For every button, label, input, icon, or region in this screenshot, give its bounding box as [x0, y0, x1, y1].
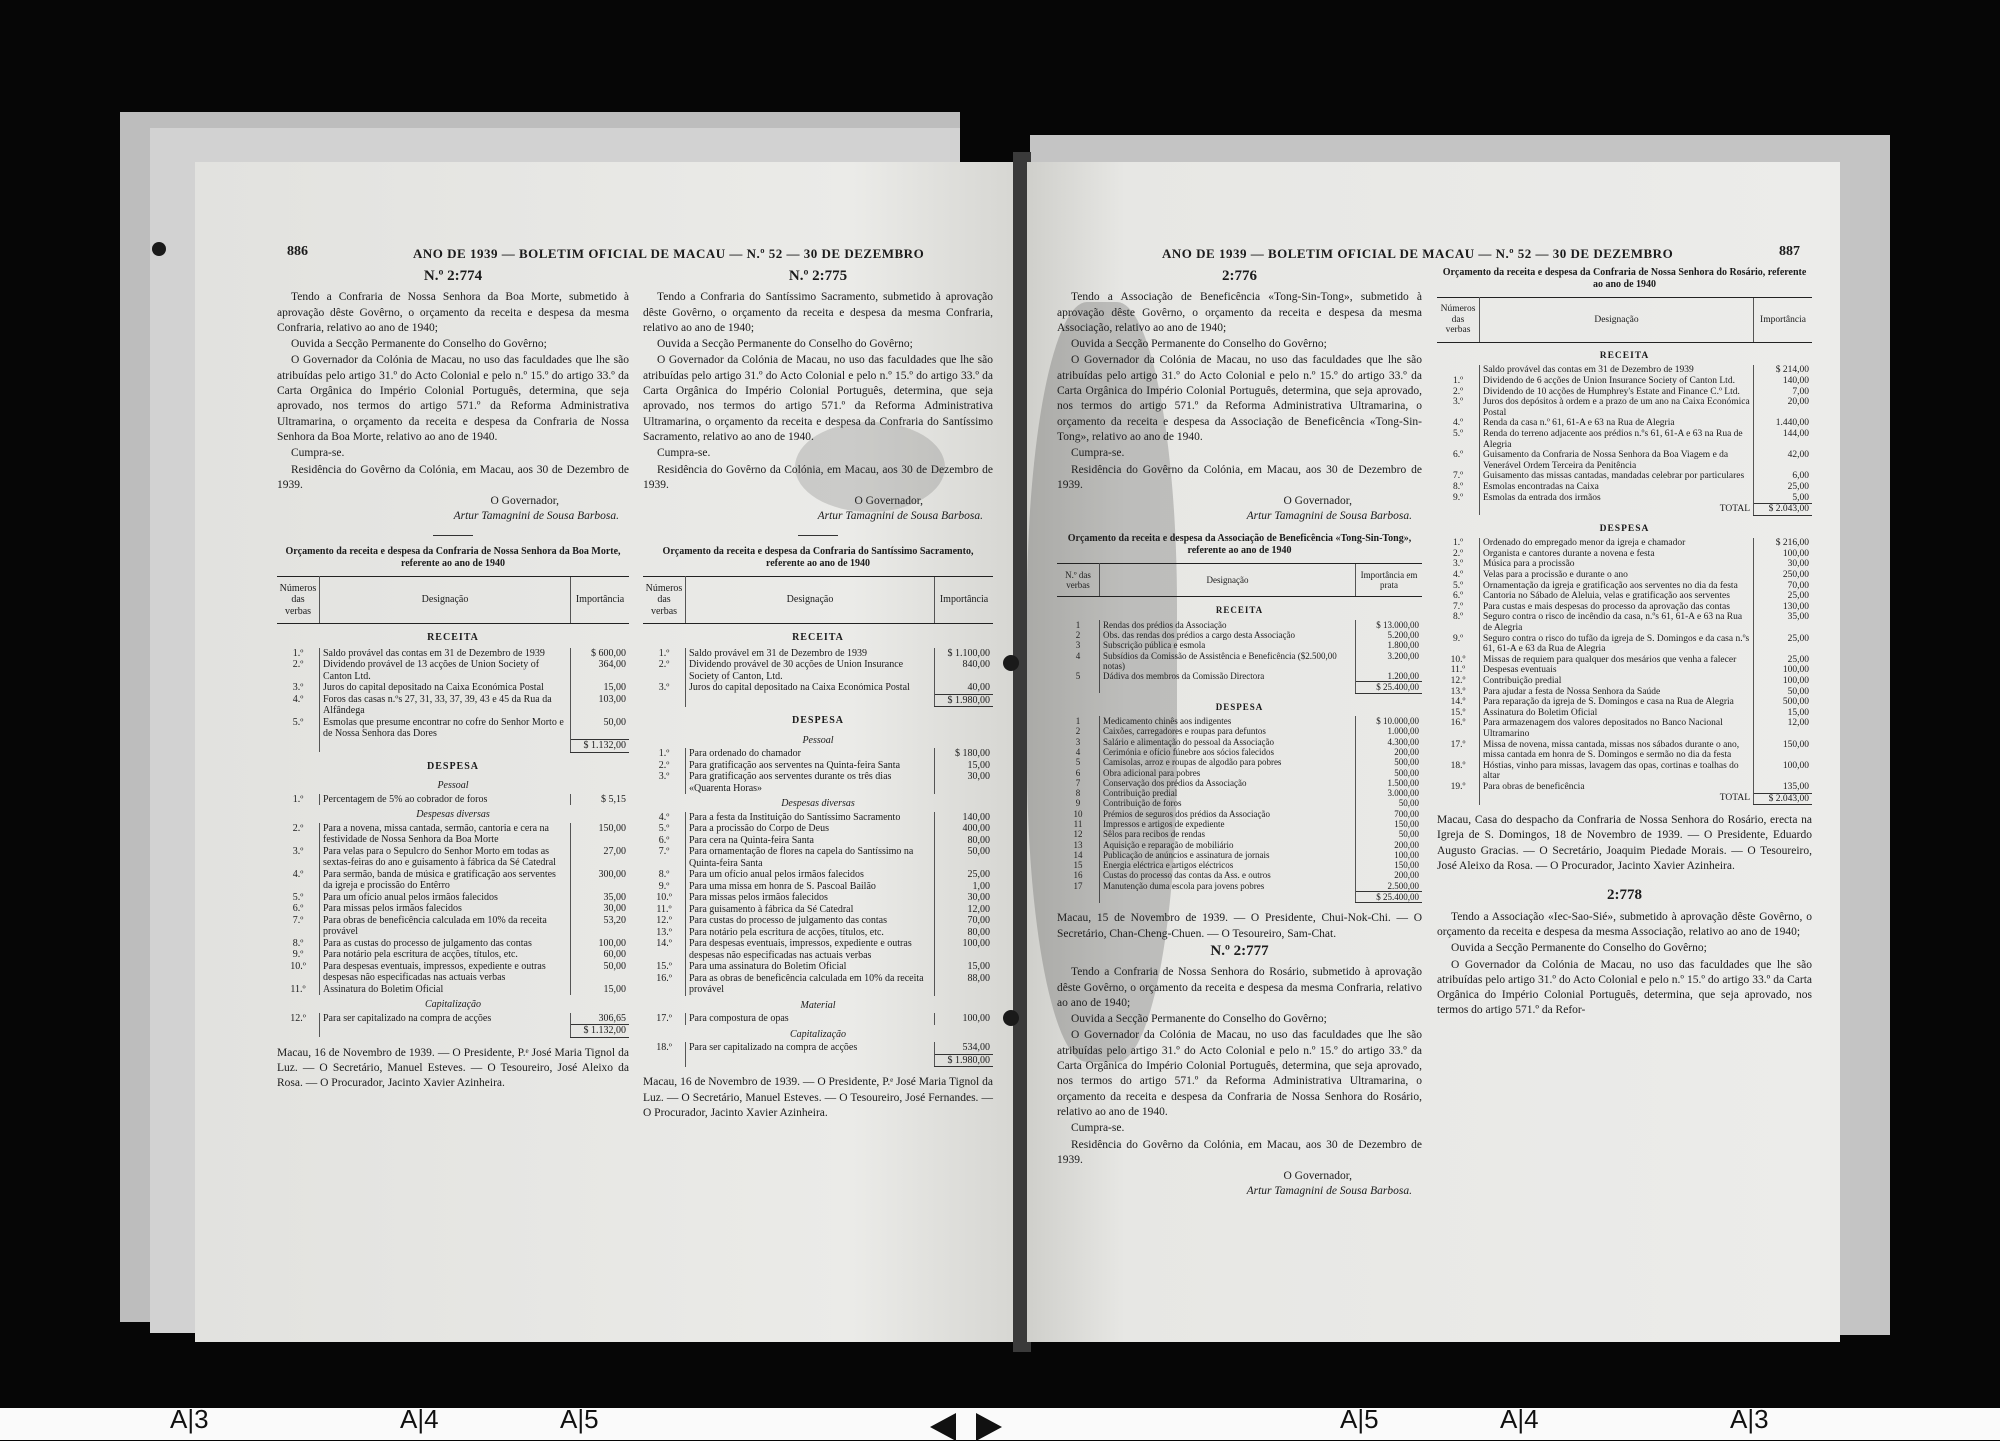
running-head: ANO DE 1939 — BOLETIM OFICIAL DE MACAU — N.º 52 — 30 DE DEZEMBRO — [413, 246, 925, 261]
right-page — [1027, 162, 1840, 1342]
signatories-note: Macau, 16 de Novembro de 1939. — O Presidente, P.ᵉ José Maria Tignol da Luz. — O Secretário, Manuel Esteves. — O Tesoureiro, José Aleixo da Rosa. — O Procurador, Jacinto Xavier Azinheira. — [277, 1046, 629, 1090]
budget-table — [643, 576, 993, 1068]
table-row: 12.º Para custas do processo de julgamento das contas 70,00 — [643, 915, 993, 927]
table-row: 17 Manutenção duma escola para jovens pobres 2.500,00 — [1057, 881, 1422, 892]
table-row: Saldo provável das contas em 31 de Dezembro de 1939 $ 214,00 — [1437, 365, 1812, 376]
table-row: 2.º Dividendo provável de 13 acções de Union Society of Canton Ltd. 364,00 — [277, 659, 629, 682]
table-row: 9.º Esmolas da entrada dos irmãos 5,00 — [1437, 493, 1812, 504]
subsection-heading: Pessoal — [802, 734, 834, 746]
table-row: 17.º Missa de novena, missa cantada, missas nos sábados durante o ano, missa cantada em honra de S. Domingos e sermão no dia da festa 150,00 — [1437, 740, 1812, 761]
table-row: 1.º Para ordenado do chamador $ 180,00 — [643, 748, 993, 760]
table-row: 3.º Juros do capital depositado na Caixa Económica Postal 40,00 — [643, 682, 993, 694]
section-heading: RECEITA — [1215, 605, 1264, 616]
paragraph: O Governador da Colónia de Macau, no uso das faculdades que lhe são atribuídas pelo artigo 31.º do Acto Colonial e pelo n.º 15.º do artigo 33.º da Carta Orgânica do Império Colonial Português, determina, que seja aprovado, nos termos do artigo 571.º da Reforma Administrativa Ultramarina, o orçamento da receita e despesa da Confraria de Nossa Senhora do Rosário, relativo ao ano de 1940. — [1057, 1029, 1422, 1118]
budget-title: Orçamento da receita e despesa da Confraria do Santíssimo Sacramento, referente ao ano de 1940 — [662, 545, 974, 569]
table-row: 12.º Contribuição predial 100,00 — [1437, 676, 1812, 687]
ink-stain — [795, 422, 945, 512]
table-row: 18.º Para ser capitalizado na compra de acções 534,00 — [643, 1042, 993, 1054]
paragraph: Residência do Govêrno da Colónia, em Macau, aos 30 de Dezembro de 1939. — [277, 463, 629, 491]
paragraph: Ouvida a Secção Permanente do Conselho do Govêrno; — [291, 338, 547, 351]
table-row: 15.º Assinatura do Boletim Oficial 15,00 — [1437, 708, 1812, 719]
decree-2775-column — [643, 267, 993, 1121]
table-row: 3.º Para velas para o Sepulcro do Senhor Morto em todas as sextas-feiras do ano e guisamento à fábrica da Sé Catedral 27,00 — [277, 846, 629, 869]
table-row: 5 Camisolas, arroz e roupas de algodão para pobres 500,00 — [1057, 757, 1422, 767]
section-heading: DESPESA — [1599, 523, 1650, 534]
signature-name: Artur Tamagnini de Sousa Barbosa. — [1246, 510, 1412, 523]
section-heading: RECEITA — [1599, 350, 1650, 361]
table-row: 10 Prémios de seguros dos prédios da Associação 700,00 — [1057, 809, 1422, 819]
total-row: $ 1.980,00 — [643, 1054, 993, 1067]
binding-hole — [152, 242, 166, 256]
table-row: 4.º Foros das casas n.ºs 27, 31, 33, 37, 39, 43 e 45 da Rua da Alfândega 103,00 — [277, 694, 629, 717]
page-number: 887 — [1779, 244, 1800, 259]
table-row: 4 Subsídios da Comissão de Assistência e Beneficência ($2.500,00 notas) 3.200,00 — [1057, 651, 1422, 672]
signature-title: O Governador, — [1283, 1170, 1352, 1183]
divider — [798, 535, 838, 536]
table-row: 6 Obra adicional para pobres 500,00 — [1057, 768, 1422, 778]
table-row: 8.º Para um ofício anual pelos irmãos falecidos 25,00 — [643, 869, 993, 881]
signature-name: Artur Tamagnini de Sousa Barbosa. — [817, 510, 983, 523]
paragraph: Residência do Govêrno da Colónia, em Macau, aos 30 de Dezembro de 1939. — [1057, 463, 1422, 491]
table-row: 11.º Assinatura do Boletim Oficial 15,00 — [277, 984, 629, 996]
frame-marker: A|3 — [1730, 1404, 1769, 1434]
table-row: 9.º Seguro contra o risco do tufão da igreja de S. Domingos e da casa n.ºs 61, 61-A e 63 da Rua de Alegria 25,00 — [1437, 634, 1812, 655]
table-row: 4 Cerimónia e ofício fúnebre aos sócios falecidos 200,00 — [1057, 747, 1422, 757]
signature-name: Artur Tamagnini de Sousa Barbosa. — [1246, 1185, 1412, 1198]
table-row: 13.º Para notário pela escritura de acções, títulos, etc. 80,00 — [643, 927, 993, 939]
signatories-note: Macau, 15 de Novembro de 1939. — O Presidente, Chui-Nok-Chi. — O Secretário, Chan-Cheng-Chuen. — O Tesoureiro, Sam-Chat. — [1057, 912, 1422, 940]
total-row: TOTAL $ 2.043,00 — [1437, 793, 1812, 805]
signatories-note: Macau, 16 de Novembro de 1939. — O Presidente, P.ᵉ José Maria Tignol da Luz. — O Secretário, Manuel Esteves. — O Tesoureiro, José Fernandes. — O Procurador, Jacinto Xavier Azinheira. — [643, 1076, 993, 1119]
decree-number: 2:778 — [1607, 887, 1642, 904]
table-row: 1.º Dividendo de 6 acções de Union Insurance Society of Canton Ltd. 140,00 — [1437, 376, 1812, 387]
table-row: 14.º Para reparação da igreja de S. Domingos e casa na Rua de Alegria 500,00 — [1437, 697, 1812, 708]
table-row: 6.º Guisamento da Confraria de Nossa Senhora da Boa Viagem e da Venerável Ordem Terceira da Penitência 42,00 — [1437, 450, 1812, 471]
table-row: 10.º Para despesas eventuais, impressos, expediente e outras despesas não especificadas nas actuais verbas 50,00 — [277, 961, 629, 984]
decree-number: N.º 2:774 — [423, 268, 483, 284]
header-cell: Importância — [1754, 298, 1813, 343]
paragraph: O Governador da Colónia de Macau, no uso das faculdades que lhe são atribuídas pelo artigo 31.º do Acto Colonial e pelo n.º 15.º do artigo 33.º da Carta Orgânica do Império Colonial Português, determina, que seja aprovado, nos termos do artigo 571.º da Refor- — [1437, 958, 1812, 1017]
right-arrow-icon — [976, 1413, 1002, 1441]
table-row: 2 Caixões, carregadores e roupas para defuntos 1.000,00 — [1057, 726, 1422, 736]
section-heading: RECEITA — [427, 632, 479, 644]
table-row: 12.º Para ser capitalizado na compra de acções 306,65 — [277, 1013, 629, 1025]
table-row: 11.º Despesas eventuais 100,00 — [1437, 665, 1812, 676]
total-row: $ 25.400,00 — [1057, 682, 1422, 693]
table-row: 16 Custas do processo das contas da Ass. e outros 200,00 — [1057, 870, 1422, 880]
total-row: $ 1.132,00 — [277, 740, 629, 753]
decree-number: N.º 2:777 — [1210, 942, 1269, 959]
table-row: 4.º Para a festa da Instituição do Santíssimo Sacramento 140,00 — [643, 812, 993, 824]
decree-number: 2:776 — [1222, 268, 1257, 284]
paragraph: Ouvida a Secção Permanente do Conselho do Govêrno; — [1071, 1013, 1327, 1026]
table-row: 3.º Para gratificação aos serventes durante os três dias «Quarenta Horas» 30,00 — [643, 771, 993, 794]
signature-title: O Governador, — [854, 495, 923, 508]
paragraph: Tendo a Confraria de Nossa Senhora da Boa Morte, submetido à aprovação dêste Govêrno, o orçamento da receita e despesa da mesma Confraria, relativo ao ano de 1940; — [277, 291, 629, 334]
budget-title: Orçamento da receita e despesa da Associação de Beneficência «Tong-Sin-Tong», referente ao ano de 1940 — [1067, 532, 1412, 556]
paragraph: Tendo a Confraria do Santíssimo Sacramento, submetido à aprovação dêste Govêrno, o orçamento da receita e despesa da mesma Confraria, relativo ao ano de 1940; — [643, 291, 993, 334]
table-row: 3 Subscrição pública e esmola 1.800,00 — [1057, 640, 1422, 650]
ink-stain — [1027, 302, 1177, 1062]
table-row: 14 Publicação de anúncios e assinatura de jornais 100,00 — [1057, 850, 1422, 860]
table-row: 3.º Juros dos depósitos à ordem e a prazo de um ano na Caixa Económica Postal 20,00 — [1437, 397, 1812, 418]
decree-number: N.º 2:775 — [788, 268, 848, 284]
budget-title: Orçamento da receita e despesa da Confraria de Nossa Senhora da Boa Morte, referente ao ano de 1940 — [285, 545, 621, 569]
table-row: 1 Medicamento chinês aos indigentes $ 10.000,00 — [1057, 716, 1422, 726]
table-row: 7.º Para obras de beneficência calculada em 10% da receita provável 53,20 — [277, 915, 629, 938]
table-row: 6.º Cantoria no Sábado de Aleluia, velas e gratificação aos serventes 25,00 — [1437, 591, 1812, 602]
frame-marker: A|3 — [170, 1404, 209, 1434]
table-row: 2.º Para gratificação aos serventes na Quinta-feira Santa 15,00 — [643, 760, 993, 772]
header-cell: Importância — [935, 576, 994, 624]
header-cell: Designação — [686, 576, 935, 624]
paragraph: Ouvida a Secção Permanente do Conselho do Govêrno; — [657, 338, 913, 351]
signature-title: O Governador, — [490, 495, 559, 508]
table-row: 4.º Velas para a procissão e durante o ano 250,00 — [1437, 570, 1812, 581]
paragraph: O Governador da Colónia de Macau, no uso das faculdades que lhe são atribuídas pelo artigo 31.º do Acto Colonial e pelo n.º 15.º do artigo 33.º da Carta Orgânica do Império Colonial Português, determina, que seja aprovado, nos termos do artigo 571.º da Reforma Administrativa Ultramarina, o orçamento da receita e despesa da Associação de Beneficência «Tong-Sin-Tong», relativo ao ano de 1940. — [1057, 354, 1422, 443]
frame-marker: A|5 — [1340, 1404, 1379, 1434]
running-head: ANO DE 1939 — BOLETIM OFICIAL DE MACAU — N.º 52 — 30 DE DEZEMBRO — [1162, 246, 1674, 261]
header-cell: Designação — [320, 576, 571, 624]
table-row: 8.º Seguro contra o risco de incêndio da casa, n.ºs 61, 61-A e 63 na Rua de Alegria 35,00 — [1437, 612, 1812, 633]
table-row: 19.º Para obras de beneficência 135,00 — [1437, 782, 1812, 793]
table-row: 7.º Para ornamentação de flores na capela do Santíssimo na Quinta-feira Santa 50,00 — [643, 846, 993, 869]
table-row: 2.º Dividendo provável de 30 acções de Union Insurance Society of Canton, Ltd. 840,00 — [643, 659, 993, 682]
subsection-heading: Despesas diversas — [416, 809, 490, 821]
decree-2777-budget-column — [1437, 267, 1812, 1020]
table-row: 4.º Renda da casa n.º 61, 61-A e 63 na Rua de Alegria 1.440,00 — [1437, 418, 1812, 429]
paragraph: Residência do Govêrno da Colónia, em Macau, aos 30 de Dezembro de 1939. — [1057, 1138, 1422, 1166]
table-row: 9.º Para notário pela escritura de acções, títulos, etc. 60,00 — [277, 949, 629, 961]
table-row: 10.º Missas de requiem para qualquer dos mesários que venha a falecer 25,00 — [1437, 655, 1812, 666]
table-row: 7.º Para custas e mais despesas do processo da aprovação das contas 130,00 — [1437, 602, 1812, 613]
section-heading: DESPESA — [426, 760, 479, 772]
table-row: 10.º Para missas pelos irmãos falecidos 30,00 — [643, 892, 993, 904]
paragraph: Cumpra-se. — [1071, 447, 1125, 460]
table-row: 1.º Ordenado do empregado menor da igreja e chamador $ 216,00 — [1437, 538, 1812, 549]
frame-marker: A|4 — [400, 1404, 439, 1434]
header-cell: Importância em prata — [1356, 563, 1423, 597]
table-row: 1.º Saldo provável das contas em 31 de Dezembro de 1939 $ 600,00 — [277, 648, 629, 660]
table-row: 11.º Para guisamento à fábrica da Sé Catedral 12,00 — [643, 904, 993, 916]
paragraph: Tendo a Confraria de Nossa Senhora do Rosário, submetido à aprovação dêste Govêrno, o orçamento da receita e despesa da mesma Confraria, relativo ao ano de 1940; — [1057, 966, 1422, 1009]
table-header — [643, 576, 993, 624]
table-row: 16.º Para as obras de beneficência calculada em 10% da receita provável 88,00 — [643, 973, 993, 996]
table-row: 8.º Esmolas encontradas na Caixa 25,00 — [1437, 482, 1812, 493]
table-header — [1437, 298, 1812, 343]
total-row: $ 1.132,00 — [277, 1025, 629, 1038]
table-row: 6.º Para cera na Quinta-feira Santa 80,00 — [643, 835, 993, 847]
total-row: $ 25.400,00 — [1057, 892, 1422, 903]
table-row: 2.º Para a novena, missa cantada, sermão, cantoria e cera na festividade de Nossa Senhora da Boa Morte 150,00 — [277, 823, 629, 846]
table-row: 5.º Para a procissão do Corpo de Deus 400,00 — [643, 823, 993, 835]
table-row: 7.º Guisamento das missas cantadas, mandadas celebrar por particulares 6,00 — [1437, 471, 1812, 482]
header-cell: N.º das verbas — [1057, 563, 1100, 597]
subsection-heading: Despesas diversas — [781, 798, 855, 810]
table-row: 2 Obs. das rendas dos prédios a cargo desta Associação 5.200,00 — [1057, 630, 1422, 640]
section-heading: DESPESA — [791, 715, 844, 727]
table-row: 17.º Para compostura de opas 100,00 — [643, 1013, 993, 1025]
subsection-heading: Capitalização — [424, 999, 482, 1011]
total-row: $ 1.980,00 — [643, 694, 993, 707]
paragraph: Cumpra-se. — [657, 447, 711, 460]
table-row: 18.º Hóstias, vinho para missas, lavagem das opas, cortinas e toalhas do altar 100,00 — [1437, 761, 1812, 782]
section-heading: DESPESA — [1215, 701, 1264, 712]
table-row: 16.º Para armazenagem dos valores depositados no Banco Nacional Ultramarino 12,00 — [1437, 718, 1812, 739]
header-cell: Números das verbas — [643, 576, 686, 624]
table-row: 3 Salário e alimentação do pessoal da Associação 4.300,00 — [1057, 737, 1422, 747]
total-row: TOTAL $ 2.043,00 — [1437, 504, 1812, 516]
paragraph: Ouvida a Secção Permanente do Conselho do Govêrno; — [1451, 942, 1707, 955]
left-arrow-icon — [930, 1413, 956, 1441]
table-row: 12 Sêlos para recibos de rendas 50,00 — [1057, 829, 1422, 839]
table-row: 8.º Para as custas do processo de julgamento das contas 100,00 — [277, 938, 629, 950]
table-row: 11 Impressos e artigos de expediente 150,00 — [1057, 819, 1422, 829]
table-row: 15 Energia eléctrica e artigos eléctricos 150,00 — [1057, 860, 1422, 870]
binding-hole — [1003, 1010, 1019, 1026]
signatories-note: Macau, Casa do despacho da Confraria de Nossa Senhora do Rosário, erecta na Igreja de S. Domingos, 18 de Novembro de 1939. — O Presidente, Eduardo Augusto Gracias. — O Secretário, Joaquim Piedade Morais. — O Tesoureiro, José Aleixo da Rosa. — O Procurador, Jacinto Xavier Azinheira. — [1437, 814, 1812, 873]
table-row: 5.º Ornamentação da igreja e gratificação aos serventes no dia da festa 70,00 — [1437, 581, 1812, 592]
budget-title: Orçamento da receita e despesa da Confraria de Nossa Senhora do Rosário, referente ao ano de 1940 — [1442, 267, 1807, 290]
table-row: 4.º Para sermão, banda de música e gratificação aos serventes da igreja e procissão do Entêrro 300,00 — [277, 869, 629, 892]
table-row: 8 Contribuição predial 3.000,00 — [1057, 788, 1422, 798]
header-cell: Importância — [571, 576, 630, 624]
table-row: 15.º Para uma assinatura do Boletim Oficial 15,00 — [643, 961, 993, 973]
decree-2774-column — [277, 267, 629, 1092]
header-cell: Designação — [1100, 563, 1356, 597]
table-row: 9.º Para uma missa em honra de S. Pascoal Bailão 1,00 — [643, 881, 993, 893]
section-heading: RECEITA — [792, 632, 844, 644]
header-cell: Números das verbas — [277, 576, 320, 624]
signature-name: Artur Tamagnini de Sousa Barbosa. — [453, 510, 619, 523]
paragraph: O Governador da Colónia de Macau, no uso das faculdades que lhe são atribuídas pelo artigo 31.º do Acto Colonial e pelo n.º 15.º do artigo 33.º da Carta Orgânica do Império Colonial Português, determina, que seja aprovado, nos termos do artigo 571.º da Reforma Administrativa Ultramarina, o orçamento da receita e despesa da Confraria de Nossa Senhora da Boa Morte, relativo ao ano de 1940. — [277, 354, 629, 443]
budget-table — [277, 576, 629, 1038]
header-cell: Números das verbas — [1437, 298, 1480, 343]
page-number: 886 — [287, 244, 308, 259]
paragraph: Cumpra-se. — [1071, 1122, 1125, 1135]
table-row: 6.º Para missas pelos irmãos falecidos 30,00 — [277, 903, 629, 915]
subsection-heading: Capitalização — [789, 1028, 847, 1040]
table-row: 7 Conservação dos prédios da Associação 1.500,00 — [1057, 778, 1422, 788]
binding-hole — [1003, 655, 1019, 671]
table-row: 2.º Organista e cantores durante a novena e festa 100,00 — [1437, 549, 1812, 560]
left-page — [195, 162, 1017, 1342]
subsection-heading: Material — [800, 999, 836, 1011]
frame-marker: A|5 — [560, 1404, 599, 1434]
divider — [433, 535, 473, 536]
paragraph: Tendo a Associação de Beneficência «Tong-Sin-Tong», submetido à aprovação dêste Govêrno, o orçamento da receita e despesa da mesma Associação, relativo ao ano de 1940; — [1057, 291, 1422, 334]
paragraph: Residência do Govêrno da Colónia, em Macau, aos 30 de Dezembro de 1939. — [643, 463, 993, 491]
table-row: 14.º Para despesas eventuais, impressos, expediente e outras despesas não especificadas nas actuais verbas 100,00 — [643, 938, 993, 961]
table-row: 5.º Para um ofício anual pelos irmãos falecidos 35,00 — [277, 892, 629, 904]
table-row: 5 Dádiva dos membros da Comissão Directora 1.200,00 — [1057, 671, 1422, 682]
budget-table — [1437, 297, 1812, 805]
paragraph: Ouvida a Secção Permanente do Conselho do Govêrno; — [1071, 338, 1327, 351]
paragraph: Cumpra-se. — [291, 447, 345, 460]
table-row: 9 Contribuição de foros 50,00 — [1057, 798, 1422, 808]
header-cell: Designação — [1480, 298, 1754, 343]
table-row: 13 Aquisição e reparação de mobiliário 200,00 — [1057, 840, 1422, 850]
table-row: 13.º Para ajudar a festa de Nossa Senhora da Saúde 50,00 — [1437, 687, 1812, 698]
subsection-heading: Pessoal — [437, 780, 469, 792]
paragraph: O Governador da Colónia de Macau, no uso das faculdades que lhe são atribuídas pelo artigo 31.º do Acto Colonial e pelo n.º 15.º do artigo 33.º da Carta Orgânica do Império Colonial Português, determina, que seja aprovado, nos termos do artigo 571.º da Reforma Administrativa Ultramarina, o orçamento da receita e despesa da Confraria do Santíssimo Sacramento, relativo ao ano de 1940. — [643, 354, 993, 443]
table-row: 1.º Saldo provável em 31 de Dezembro de 1939 $ 1.100,00 — [643, 648, 993, 660]
frame-marker: A|4 — [1500, 1404, 1539, 1434]
open-bulletin-spread — [195, 162, 1840, 1342]
table-header — [277, 576, 629, 624]
table-row: 3.º Juros do capital depositado na Caixa Económica Postal 15,00 — [277, 682, 629, 694]
table-row: 5.º Esmolas que presume encontrar no cofre do Senhor Morto e de Nossa Senhora das Dores 50,00 — [277, 717, 629, 740]
table-row: 1.º Percentagem de 5% ao cobrador de foros $ 5,15 — [277, 794, 629, 806]
table-row: 1 Rendas dos prédios da Associação $ 13.000,00 — [1057, 620, 1422, 630]
paragraph: Tendo a Associação «Iec-Sao-Sié», submetido à aprovação dêste Govêrno, o orçamento da receita e despesa da mesma Associação, relativo ao ano de 1940; — [1437, 910, 1812, 938]
table-row: 3.º Música para a procissão 30,00 — [1437, 559, 1812, 570]
table-row: 2.º Dividendo de 10 acções de Humphrey's Estate and Finance C.º Ltd. 7,00 — [1437, 387, 1812, 398]
table-row: 5.º Renda do terreno adjacente aos prédios n.ºs 61, 61-A e 63 na Rua de Alegria 144,00 — [1437, 429, 1812, 450]
signature-title: O Governador, — [1283, 495, 1352, 508]
